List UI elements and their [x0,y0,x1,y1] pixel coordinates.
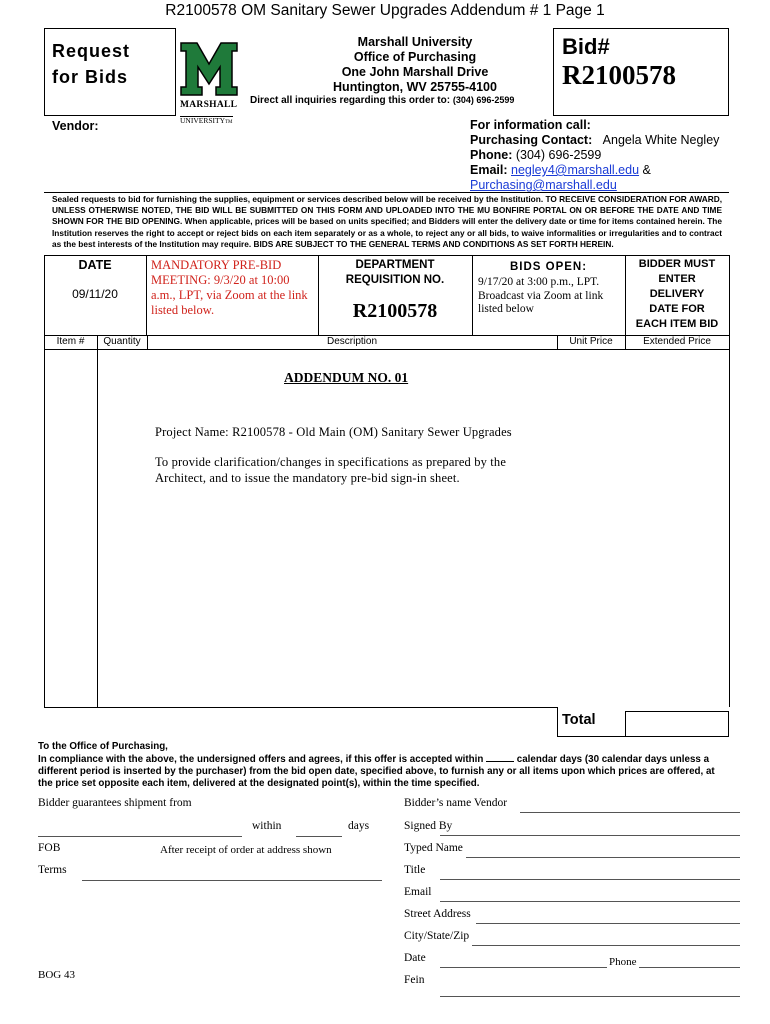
info-phone [470,148,726,163]
info-email2 [470,178,726,193]
office-line3: One John Marshall Drive [341,65,489,79]
fein-line[interactable] [440,996,740,997]
email-label: Email: [470,163,508,177]
total-input[interactable] [625,711,729,737]
vendor-label: Vendor: [52,119,99,133]
compliance-text [38,753,730,790]
bid-number: R2100578 [562,60,676,90]
marshall-m-icon [180,42,238,96]
bog-label: BOG 43 [38,969,75,981]
inquiries-line [250,95,514,106]
guarantees-label: Bidder guarantees shipment from [38,797,192,809]
dept-label-1: DEPARTMENT [355,259,435,271]
bidder-must-3: DELIVERY [649,288,705,300]
city-label: City/State/Zip [404,930,470,942]
request-title-line1: Request [52,41,131,61]
typed-name-label: Typed Name [404,842,463,854]
signed-by-line[interactable] [440,835,740,836]
col-quantity: Quantity [103,336,141,347]
bidder-must-2: ENTER [658,273,696,285]
grid-bottom-rule [44,707,558,708]
fob-label: FOB [38,842,61,854]
bidder-name-label: Bidder’s name Vendor [404,797,508,809]
col-extended-price: Extended Price [643,336,711,347]
contact-label: Purchasing Contact: [470,133,593,147]
terms-line[interactable] [82,880,382,881]
bids-open-label: BIDS OPEN: [509,261,588,273]
bidder-must-5: EACH ITEM BID [635,318,719,330]
request-title-line2: for Bids [52,67,129,87]
signed-by-label: Signed By [404,820,453,832]
project-name: Project Name: R2100578 - Old Main (OM) Sanitary Sewer Upgrades [155,425,512,439]
email-link-2[interactable]: Purchasing@marshall.edu [470,178,617,192]
total-left-edge [557,707,558,737]
email-link-1[interactable]: negley4@marshall.edu [511,163,640,177]
total-bottom-rule [557,736,625,737]
logo-wordmark-2: UNIVERSITYTM [180,116,233,125]
terms-label: Terms [38,864,67,876]
col-divider-item [97,335,98,707]
divider-date [146,255,147,335]
info-email [470,163,726,178]
phone-label: Phone: [470,148,513,162]
street-line[interactable] [476,923,740,924]
office-line1: Marshall University [357,35,473,49]
title-line[interactable] [440,879,740,880]
total-label: Total [562,712,596,728]
bidder-name-line[interactable] [520,812,740,813]
marshall-m-logo [180,42,238,125]
days-label: days [348,820,370,832]
phone-field-label: Phone [609,956,637,968]
email-field-label: Email [404,886,432,898]
days-blank[interactable] [486,753,514,762]
bids-open-value: 9/17/20 at 3:00 p.m., LPT. Broadcast via Zoom at link listed below [478,276,604,315]
within-label: within [252,820,282,832]
left-border [44,255,45,707]
typed-name-line[interactable] [466,857,740,858]
email-amp: & [642,163,651,177]
date-label: DATE [78,258,112,272]
info-heading: For information call: [470,118,591,132]
bidder-must [625,257,729,332]
col-description: Description [326,336,378,347]
street-label: Street Address [404,908,471,920]
fein-label: Fein [404,974,425,986]
sealed-top-rule [44,192,729,193]
inquiries-phone: (304) 696-2599 [452,95,515,105]
email-field-line[interactable] [440,901,740,902]
dept-value: R2100578 [352,300,438,322]
compliance-part1: In compliance with the above, the undersigned offers and agrees, if this offer is accepted within [38,754,484,765]
right-border [729,255,730,707]
ship-from-line[interactable] [38,836,242,837]
office-address [290,35,540,95]
office-line2: Office of Purchasing [353,50,477,64]
sealed-text: Sealed requests to bid for furnishing the supplies, equipment or services described below will be received by the Institution. TO RECEIVE CONSIDERATION FOR AWARD, UNLESS OTHERWISE NOTED, THE BID WILL BE SUBMITTED ON THIS FORM AND UPLOADED INTO THE MU BONFIRE PORTAL ON OR BEFORE THE DATE AND TIME SHOWN FOR THE BID OPENING. When applicable, prices will be based on units specified; and Bidders will enter the delivery date or time for items contained herein. The Institution reserves the right to accept or reject bids on each item separately or as a whole, to reject any or all bids, to waive informalities or irregularities and to contract as the best interests of the Institution may require. BIDS ARE SUBJECT TO THE GENERAL TERMS AND CONDITIONS AS SET FORTH HEREIN. [52,194,722,249]
city-line[interactable] [472,945,740,946]
info-block [470,118,726,193]
mandatory-prebid: MANDATORY PRE-BID MEETING: 9/3/20 at 10:00 a.m., LPT, via Zoom at the link listed below. [151,258,308,317]
phone-value: (304) 696-2599 [515,148,602,162]
title-label: Title [404,864,426,876]
request-title [52,38,130,90]
to-office: To the Office of Purchasing, [38,741,168,752]
col-item: Item # [56,336,85,347]
bidder-must-4: DATE FOR [649,303,705,315]
col-unit-price: Unit Price [569,336,613,347]
date-field-line[interactable] [440,967,740,968]
within-days-line[interactable] [296,836,342,837]
purpose-text: To provide clarification/changes in specifications as prepared by the Architect, and to issue the mandatory pre-bid sign-in sheet. [155,455,507,485]
contact-name: Angela White Negley [602,133,720,147]
header-bottom-rule [44,349,729,350]
date-value: 09/11/20 [72,287,118,301]
compliance-part2: calendar days (30 calendar days unless a different period is inserted by the purchaser) from the bid open date, specified above, to furnish any or all items upon which prices are offered, at the price set opposite each item, delivered at the designated point(s), within the time specified. [38,754,715,789]
dept-label-2: REQUISITION NO. [345,274,445,286]
info-contact [470,133,726,148]
office-line4: Huntington, WV 25755-4100 [333,80,497,94]
date-field-label: Date [404,952,426,964]
inquiries-label: Direct all inquiries regarding this order to: [250,95,451,106]
page-header: R2100578 OM Sanitary Sewer Upgrades Addendum # 1 Page 1 [165,2,605,19]
after-receipt-label: After receipt of order at address shown [160,844,332,856]
dept-label [318,258,472,288]
logo-wordmark-1: MARSHALL [180,100,238,110]
addendum-title: ADDENDUM NO. 01 [284,370,409,385]
bidder-must-1: BIDDER MUST [638,258,716,270]
bid-label: Bid# [562,34,610,59]
